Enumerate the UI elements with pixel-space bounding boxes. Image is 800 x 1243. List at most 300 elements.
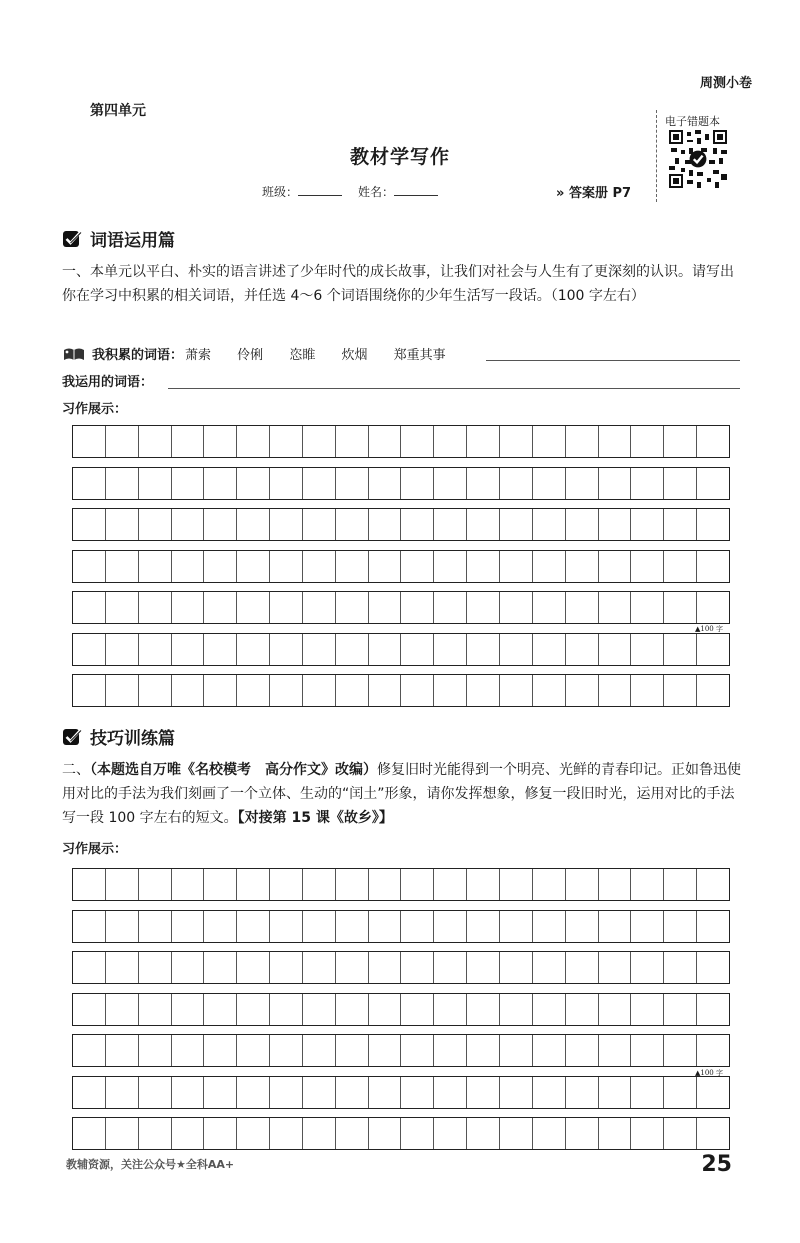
qr-code-box[interactable] bbox=[656, 110, 743, 202]
grid-cell[interactable] bbox=[237, 634, 270, 665]
grid-cell[interactable] bbox=[237, 592, 270, 623]
book-icon bbox=[62, 346, 86, 362]
grid-cell[interactable] bbox=[599, 911, 632, 942]
grid-cell[interactable] bbox=[106, 468, 139, 499]
grid-cell[interactable] bbox=[664, 675, 697, 706]
grid-cell[interactable] bbox=[204, 509, 237, 540]
grid-cell[interactable] bbox=[369, 911, 402, 942]
vocab-answer-line[interactable] bbox=[486, 360, 740, 361]
grid-cell[interactable] bbox=[336, 911, 369, 942]
grid-cell[interactable] bbox=[204, 468, 237, 499]
grid-cell[interactable] bbox=[73, 869, 106, 900]
grid-cell[interactable] bbox=[599, 426, 632, 457]
grid-cell[interactable] bbox=[369, 468, 402, 499]
grid-cell[interactable] bbox=[303, 675, 336, 706]
grid-cell[interactable] bbox=[369, 994, 402, 1025]
grid-cell[interactable] bbox=[664, 634, 697, 665]
unit-label: 第四单元 bbox=[90, 103, 146, 119]
grid-cell[interactable] bbox=[73, 509, 106, 540]
page-number: 25 bbox=[701, 1152, 732, 1177]
grid-cell[interactable] bbox=[204, 551, 237, 582]
grid-cell[interactable] bbox=[566, 592, 599, 623]
grid-cell[interactable] bbox=[303, 1118, 336, 1149]
grid-cell[interactable] bbox=[204, 592, 237, 623]
grid-cell[interactable] bbox=[631, 911, 664, 942]
grid-cell[interactable] bbox=[270, 994, 303, 1025]
grid-cell[interactable] bbox=[599, 634, 632, 665]
grid-cell[interactable] bbox=[664, 1035, 697, 1066]
grid-cell[interactable] bbox=[336, 426, 369, 457]
grid-cell[interactable] bbox=[697, 634, 729, 665]
grid-cell[interactable] bbox=[139, 994, 172, 1025]
grid-cell[interactable] bbox=[369, 509, 402, 540]
grid-cell[interactable] bbox=[303, 468, 336, 499]
grid-cell[interactable] bbox=[73, 994, 106, 1025]
vocab-used-line[interactable] bbox=[168, 388, 740, 389]
grid-cell[interactable] bbox=[73, 911, 106, 942]
grid-cell[interactable] bbox=[631, 468, 664, 499]
grid-cell[interactable] bbox=[631, 551, 664, 582]
grid-cell[interactable] bbox=[533, 952, 566, 983]
grid-cell[interactable] bbox=[237, 1035, 270, 1066]
grid-cell[interactable] bbox=[270, 468, 303, 499]
grid-cell[interactable] bbox=[369, 1035, 402, 1066]
grid-cell[interactable] bbox=[599, 675, 632, 706]
grid-cell[interactable] bbox=[106, 1118, 139, 1149]
grid-cell[interactable] bbox=[369, 869, 402, 900]
grid-cell[interactable] bbox=[336, 592, 369, 623]
grid-cell[interactable] bbox=[631, 1118, 664, 1149]
grid-cell[interactable] bbox=[172, 468, 205, 499]
grid-cell[interactable] bbox=[204, 1118, 237, 1149]
grid-cell[interactable] bbox=[631, 426, 664, 457]
grid-cell[interactable] bbox=[631, 592, 664, 623]
grid-cell[interactable] bbox=[369, 1077, 402, 1108]
grid-cell[interactable] bbox=[467, 551, 500, 582]
grid-cell[interactable] bbox=[467, 509, 500, 540]
grid-cell[interactable] bbox=[172, 952, 205, 983]
grid-cell[interactable] bbox=[566, 468, 599, 499]
grid-cell[interactable] bbox=[697, 675, 729, 706]
grid-cell[interactable] bbox=[533, 869, 566, 900]
grid-cell[interactable] bbox=[401, 952, 434, 983]
grid-cell[interactable] bbox=[500, 509, 533, 540]
grid-cell[interactable] bbox=[73, 634, 106, 665]
grid-row bbox=[72, 633, 730, 666]
grid-cell[interactable] bbox=[369, 675, 402, 706]
grid-cell[interactable] bbox=[106, 869, 139, 900]
grid-cell[interactable] bbox=[599, 551, 632, 582]
grid-cell[interactable] bbox=[270, 592, 303, 623]
grid-cell[interactable] bbox=[664, 869, 697, 900]
grid-cell[interactable] bbox=[500, 1035, 533, 1066]
grid-cell[interactable] bbox=[336, 1077, 369, 1108]
grid-cell[interactable] bbox=[566, 426, 599, 457]
grid-cell[interactable] bbox=[467, 869, 500, 900]
grid-cell[interactable] bbox=[270, 911, 303, 942]
question-2-text: 二、（本题选自万唯《名校模考 高分作文》改编）修复旧时光能得到一个明亮、光鲜的青春印记。正如鲁迅使用对比的手法为我们刻画了一个立体、生动的“闰土”形象，请你发挥想象，修复一段旧时光，运用对比的手法写一段 100 字左右的短文。【对接第 15 课《故乡》】 bbox=[62, 762, 741, 826]
grid-cell[interactable] bbox=[139, 952, 172, 983]
grid-cell[interactable] bbox=[434, 634, 467, 665]
grid-cell[interactable] bbox=[664, 994, 697, 1025]
grid-cell[interactable] bbox=[270, 952, 303, 983]
grid-cell[interactable] bbox=[106, 994, 139, 1025]
grid-cell[interactable] bbox=[533, 994, 566, 1025]
grid-cell[interactable] bbox=[172, 592, 205, 623]
grid-cell[interactable] bbox=[467, 675, 500, 706]
grid-cell[interactable] bbox=[369, 551, 402, 582]
grid-cell[interactable] bbox=[139, 869, 172, 900]
grid-cell[interactable] bbox=[500, 869, 533, 900]
grid-cell[interactable] bbox=[303, 911, 336, 942]
grid-cell[interactable] bbox=[270, 1077, 303, 1108]
grid-cell[interactable] bbox=[139, 634, 172, 665]
grid-cell[interactable] bbox=[631, 1077, 664, 1108]
grid-cell[interactable] bbox=[73, 1077, 106, 1108]
grid-cell[interactable] bbox=[336, 551, 369, 582]
grid-cell[interactable] bbox=[139, 592, 172, 623]
grid-cell[interactable] bbox=[566, 1118, 599, 1149]
grid-cell[interactable] bbox=[434, 468, 467, 499]
grid-cell[interactable] bbox=[401, 426, 434, 457]
grid-cell[interactable] bbox=[599, 1077, 632, 1108]
grid-cell[interactable] bbox=[566, 1035, 599, 1066]
grid-cell[interactable] bbox=[172, 869, 205, 900]
grid-cell[interactable] bbox=[303, 551, 336, 582]
vocab-word: 恣睢 bbox=[289, 348, 316, 363]
grid-cell[interactable] bbox=[139, 1118, 172, 1149]
grid-cell[interactable] bbox=[172, 509, 205, 540]
grid-cell[interactable] bbox=[500, 675, 533, 706]
grid-cell[interactable] bbox=[270, 1118, 303, 1149]
grid-cell[interactable] bbox=[204, 426, 237, 457]
grid-cell[interactable] bbox=[664, 1077, 697, 1108]
grid-cell[interactable] bbox=[204, 1077, 237, 1108]
grid-cell[interactable] bbox=[73, 675, 106, 706]
grid-cell[interactable] bbox=[599, 1035, 632, 1066]
word-count-marker: ▲100 字 bbox=[695, 1069, 723, 1077]
grid-cell[interactable] bbox=[631, 634, 664, 665]
grid-cell[interactable] bbox=[566, 911, 599, 942]
grid-cell[interactable] bbox=[434, 426, 467, 457]
grid-cell[interactable] bbox=[237, 994, 270, 1025]
grid-cell[interactable] bbox=[303, 1077, 336, 1108]
grid-cell[interactable] bbox=[467, 1077, 500, 1108]
grid-cell[interactable] bbox=[467, 1035, 500, 1066]
grid-cell[interactable] bbox=[303, 426, 336, 457]
grid-cell[interactable] bbox=[270, 634, 303, 665]
grid-cell[interactable] bbox=[204, 911, 237, 942]
grid-cell[interactable] bbox=[434, 551, 467, 582]
grid-cell[interactable] bbox=[106, 952, 139, 983]
grid-row bbox=[72, 993, 730, 1026]
word-count-marker: ▲100 字 bbox=[695, 625, 723, 633]
student-info-line bbox=[262, 183, 438, 200]
grid-cell[interactable] bbox=[467, 468, 500, 499]
grid-cell[interactable] bbox=[566, 952, 599, 983]
grid-cell[interactable] bbox=[664, 1118, 697, 1149]
grid-cell[interactable] bbox=[533, 551, 566, 582]
grid-cell[interactable] bbox=[73, 1118, 106, 1149]
grid-cell[interactable] bbox=[204, 952, 237, 983]
grid-cell[interactable] bbox=[204, 675, 237, 706]
grid-cell[interactable] bbox=[73, 426, 106, 457]
grid-cell[interactable] bbox=[204, 994, 237, 1025]
grid-cell[interactable] bbox=[697, 869, 729, 900]
grid-cell[interactable] bbox=[631, 509, 664, 540]
grid-cell[interactable] bbox=[434, 952, 467, 983]
grid-cell[interactable] bbox=[434, 869, 467, 900]
grid-cell[interactable] bbox=[336, 869, 369, 900]
grid-cell[interactable] bbox=[467, 994, 500, 1025]
grid-cell[interactable] bbox=[500, 592, 533, 623]
grid-cell[interactable] bbox=[303, 994, 336, 1025]
grid-cell[interactable] bbox=[467, 952, 500, 983]
grid-cell[interactable] bbox=[204, 634, 237, 665]
grid-cell[interactable] bbox=[139, 468, 172, 499]
grid-cell[interactable] bbox=[172, 994, 205, 1025]
grid-cell[interactable] bbox=[270, 1035, 303, 1066]
grid-cell[interactable] bbox=[599, 869, 632, 900]
grid-cell[interactable] bbox=[533, 1077, 566, 1108]
grid-cell[interactable] bbox=[172, 426, 205, 457]
grid-cell[interactable] bbox=[566, 994, 599, 1025]
grid-cell[interactable] bbox=[500, 911, 533, 942]
grid-cell[interactable] bbox=[599, 468, 632, 499]
grid-row bbox=[72, 1117, 730, 1150]
grid-cell[interactable] bbox=[237, 551, 270, 582]
grid-cell[interactable] bbox=[401, 869, 434, 900]
grid-cell[interactable] bbox=[401, 468, 434, 499]
grid-cell[interactable] bbox=[270, 869, 303, 900]
grid-cell[interactable] bbox=[664, 426, 697, 457]
grid-cell[interactable] bbox=[73, 551, 106, 582]
grid-cell[interactable] bbox=[106, 1035, 139, 1066]
grid-cell[interactable] bbox=[106, 551, 139, 582]
grid-cell[interactable] bbox=[106, 1077, 139, 1108]
grid-cell[interactable] bbox=[401, 634, 434, 665]
grid-cell[interactable] bbox=[599, 592, 632, 623]
grid-cell[interactable] bbox=[631, 675, 664, 706]
grid-cell[interactable] bbox=[336, 634, 369, 665]
grid-cell[interactable] bbox=[270, 551, 303, 582]
grid-cell[interactable] bbox=[237, 1077, 270, 1108]
grid-cell[interactable] bbox=[533, 675, 566, 706]
grid-cell[interactable] bbox=[139, 675, 172, 706]
grid-cell[interactable] bbox=[566, 675, 599, 706]
grid-cell[interactable] bbox=[500, 634, 533, 665]
grid-cell[interactable] bbox=[73, 952, 106, 983]
grid-cell[interactable] bbox=[237, 911, 270, 942]
grid-cell[interactable] bbox=[500, 468, 533, 499]
grid-cell[interactable] bbox=[434, 509, 467, 540]
grid-cell[interactable] bbox=[434, 1035, 467, 1066]
grid-cell[interactable] bbox=[237, 1118, 270, 1149]
grid-cell[interactable] bbox=[500, 551, 533, 582]
grid-cell[interactable] bbox=[139, 426, 172, 457]
grid-cell[interactable] bbox=[401, 911, 434, 942]
grid-cell[interactable] bbox=[401, 551, 434, 582]
grid-cell[interactable] bbox=[664, 911, 697, 942]
grid-cell[interactable] bbox=[139, 1077, 172, 1108]
grid-cell[interactable] bbox=[500, 952, 533, 983]
grid-cell[interactable] bbox=[697, 952, 729, 983]
grid-cell[interactable] bbox=[697, 1077, 729, 1108]
grid-cell[interactable] bbox=[336, 1118, 369, 1149]
grid-cell[interactable] bbox=[631, 994, 664, 1025]
grid-cell[interactable] bbox=[533, 911, 566, 942]
grid-cell[interactable] bbox=[369, 634, 402, 665]
grid-cell[interactable] bbox=[303, 952, 336, 983]
grid-cell[interactable] bbox=[401, 509, 434, 540]
grid-cell[interactable] bbox=[697, 1118, 729, 1149]
grid-cell[interactable] bbox=[664, 592, 697, 623]
grid-cell[interactable] bbox=[369, 1118, 402, 1149]
grid-cell[interactable] bbox=[500, 1118, 533, 1149]
grid-cell[interactable] bbox=[664, 468, 697, 499]
grid-cell[interactable] bbox=[401, 994, 434, 1025]
grid-cell[interactable] bbox=[631, 869, 664, 900]
grid-cell[interactable] bbox=[270, 426, 303, 457]
writing-display-label: 习作展示： bbox=[62, 402, 128, 417]
grid-cell[interactable] bbox=[401, 592, 434, 623]
grid-cell[interactable] bbox=[204, 1035, 237, 1066]
grid-cell[interactable] bbox=[533, 426, 566, 457]
grid-cell[interactable] bbox=[467, 911, 500, 942]
grid-cell[interactable] bbox=[401, 1118, 434, 1149]
grid-cell[interactable] bbox=[270, 675, 303, 706]
grid-cell[interactable] bbox=[172, 634, 205, 665]
grid-cell[interactable] bbox=[697, 592, 729, 623]
grid-cell[interactable] bbox=[533, 634, 566, 665]
grid-cell[interactable] bbox=[369, 426, 402, 457]
grid-cell[interactable] bbox=[434, 911, 467, 942]
grid-cell[interactable] bbox=[533, 1118, 566, 1149]
grid-cell[interactable] bbox=[599, 1118, 632, 1149]
grid-cell[interactable] bbox=[106, 911, 139, 942]
grid-cell[interactable] bbox=[434, 592, 467, 623]
grid-cell[interactable] bbox=[434, 1077, 467, 1108]
grid-row bbox=[72, 910, 730, 943]
grid-cell[interactable] bbox=[434, 675, 467, 706]
grid-cell[interactable] bbox=[204, 869, 237, 900]
grid-cell[interactable] bbox=[172, 911, 205, 942]
grid-cell[interactable] bbox=[73, 468, 106, 499]
grid-cell[interactable] bbox=[172, 675, 205, 706]
grid-cell[interactable] bbox=[566, 509, 599, 540]
grid-cell[interactable] bbox=[401, 1077, 434, 1108]
grid-cell[interactable] bbox=[533, 468, 566, 499]
grid-cell[interactable] bbox=[697, 1035, 729, 1066]
grid-cell[interactable] bbox=[566, 1077, 599, 1108]
grid-cell[interactable] bbox=[73, 592, 106, 623]
grid-cell[interactable] bbox=[697, 468, 729, 499]
grid-cell[interactable] bbox=[336, 509, 369, 540]
grid-cell[interactable] bbox=[139, 911, 172, 942]
grid-cell[interactable] bbox=[237, 675, 270, 706]
grid-cell[interactable] bbox=[566, 551, 599, 582]
grid-cell[interactable] bbox=[369, 952, 402, 983]
grid-cell[interactable] bbox=[237, 509, 270, 540]
grid-cell[interactable] bbox=[336, 1035, 369, 1066]
grid-cell[interactable] bbox=[303, 869, 336, 900]
grid-cell[interactable] bbox=[139, 551, 172, 582]
grid-cell[interactable] bbox=[533, 592, 566, 623]
grid-cell[interactable] bbox=[664, 509, 697, 540]
grid-cell[interactable] bbox=[303, 634, 336, 665]
grid-cell[interactable] bbox=[434, 994, 467, 1025]
grid-cell[interactable] bbox=[467, 634, 500, 665]
grid-cell[interactable] bbox=[697, 509, 729, 540]
grid-cell[interactable] bbox=[106, 675, 139, 706]
grid-cell[interactable] bbox=[139, 1035, 172, 1066]
grid-cell[interactable] bbox=[237, 869, 270, 900]
grid-cell[interactable] bbox=[500, 994, 533, 1025]
grid-cell[interactable] bbox=[664, 952, 697, 983]
grid-cell[interactable] bbox=[336, 994, 369, 1025]
grid-cell[interactable] bbox=[106, 426, 139, 457]
grid-cell[interactable] bbox=[237, 952, 270, 983]
grid-cell[interactable] bbox=[467, 426, 500, 457]
grid-cell[interactable] bbox=[303, 1035, 336, 1066]
grid-cell[interactable] bbox=[336, 952, 369, 983]
grid-cell[interactable] bbox=[500, 426, 533, 457]
grid-cell[interactable] bbox=[566, 634, 599, 665]
grid-cell[interactable] bbox=[631, 952, 664, 983]
grid-cell[interactable] bbox=[467, 592, 500, 623]
grid-cell[interactable] bbox=[664, 551, 697, 582]
grid-cell[interactable] bbox=[106, 592, 139, 623]
grid-cell[interactable] bbox=[533, 509, 566, 540]
grid-cell[interactable] bbox=[434, 1118, 467, 1149]
grid-cell[interactable] bbox=[631, 1035, 664, 1066]
grid-cell[interactable] bbox=[500, 1077, 533, 1108]
grid-cell[interactable] bbox=[336, 468, 369, 499]
grid-cell[interactable] bbox=[172, 1118, 205, 1149]
grid-cell[interactable] bbox=[139, 509, 172, 540]
grid-cell[interactable] bbox=[599, 509, 632, 540]
grid-cell[interactable] bbox=[172, 1035, 205, 1066]
grid-cell[interactable] bbox=[401, 1035, 434, 1066]
grid-cell[interactable] bbox=[467, 1118, 500, 1149]
grid-cell[interactable] bbox=[401, 675, 434, 706]
grid-cell[interactable] bbox=[270, 509, 303, 540]
grid-cell[interactable] bbox=[172, 551, 205, 582]
grid-cell[interactable] bbox=[697, 911, 729, 942]
grid-cell[interactable] bbox=[599, 952, 632, 983]
grid-cell[interactable] bbox=[697, 994, 729, 1025]
grid-cell[interactable] bbox=[73, 1035, 106, 1066]
grid-cell[interactable] bbox=[369, 592, 402, 623]
grid-cell[interactable] bbox=[106, 509, 139, 540]
grid-cell[interactable] bbox=[303, 509, 336, 540]
grid-cell[interactable] bbox=[237, 426, 270, 457]
grid-cell[interactable] bbox=[237, 468, 270, 499]
grid-cell[interactable] bbox=[599, 994, 632, 1025]
name-field[interactable] bbox=[394, 183, 438, 196]
writing-display-label: 习作展示： bbox=[62, 842, 128, 857]
corner-label: 周测小卷 bbox=[699, 76, 752, 91]
grid-cell[interactable] bbox=[303, 592, 336, 623]
grid-cell[interactable] bbox=[533, 1035, 566, 1066]
grid-cell[interactable] bbox=[697, 551, 729, 582]
grid-cell[interactable] bbox=[106, 634, 139, 665]
grid-cell[interactable] bbox=[336, 675, 369, 706]
class-field[interactable] bbox=[298, 183, 342, 196]
grid-cell[interactable] bbox=[172, 1077, 205, 1108]
grid-cell[interactable] bbox=[697, 426, 729, 457]
grid-cell[interactable] bbox=[566, 869, 599, 900]
